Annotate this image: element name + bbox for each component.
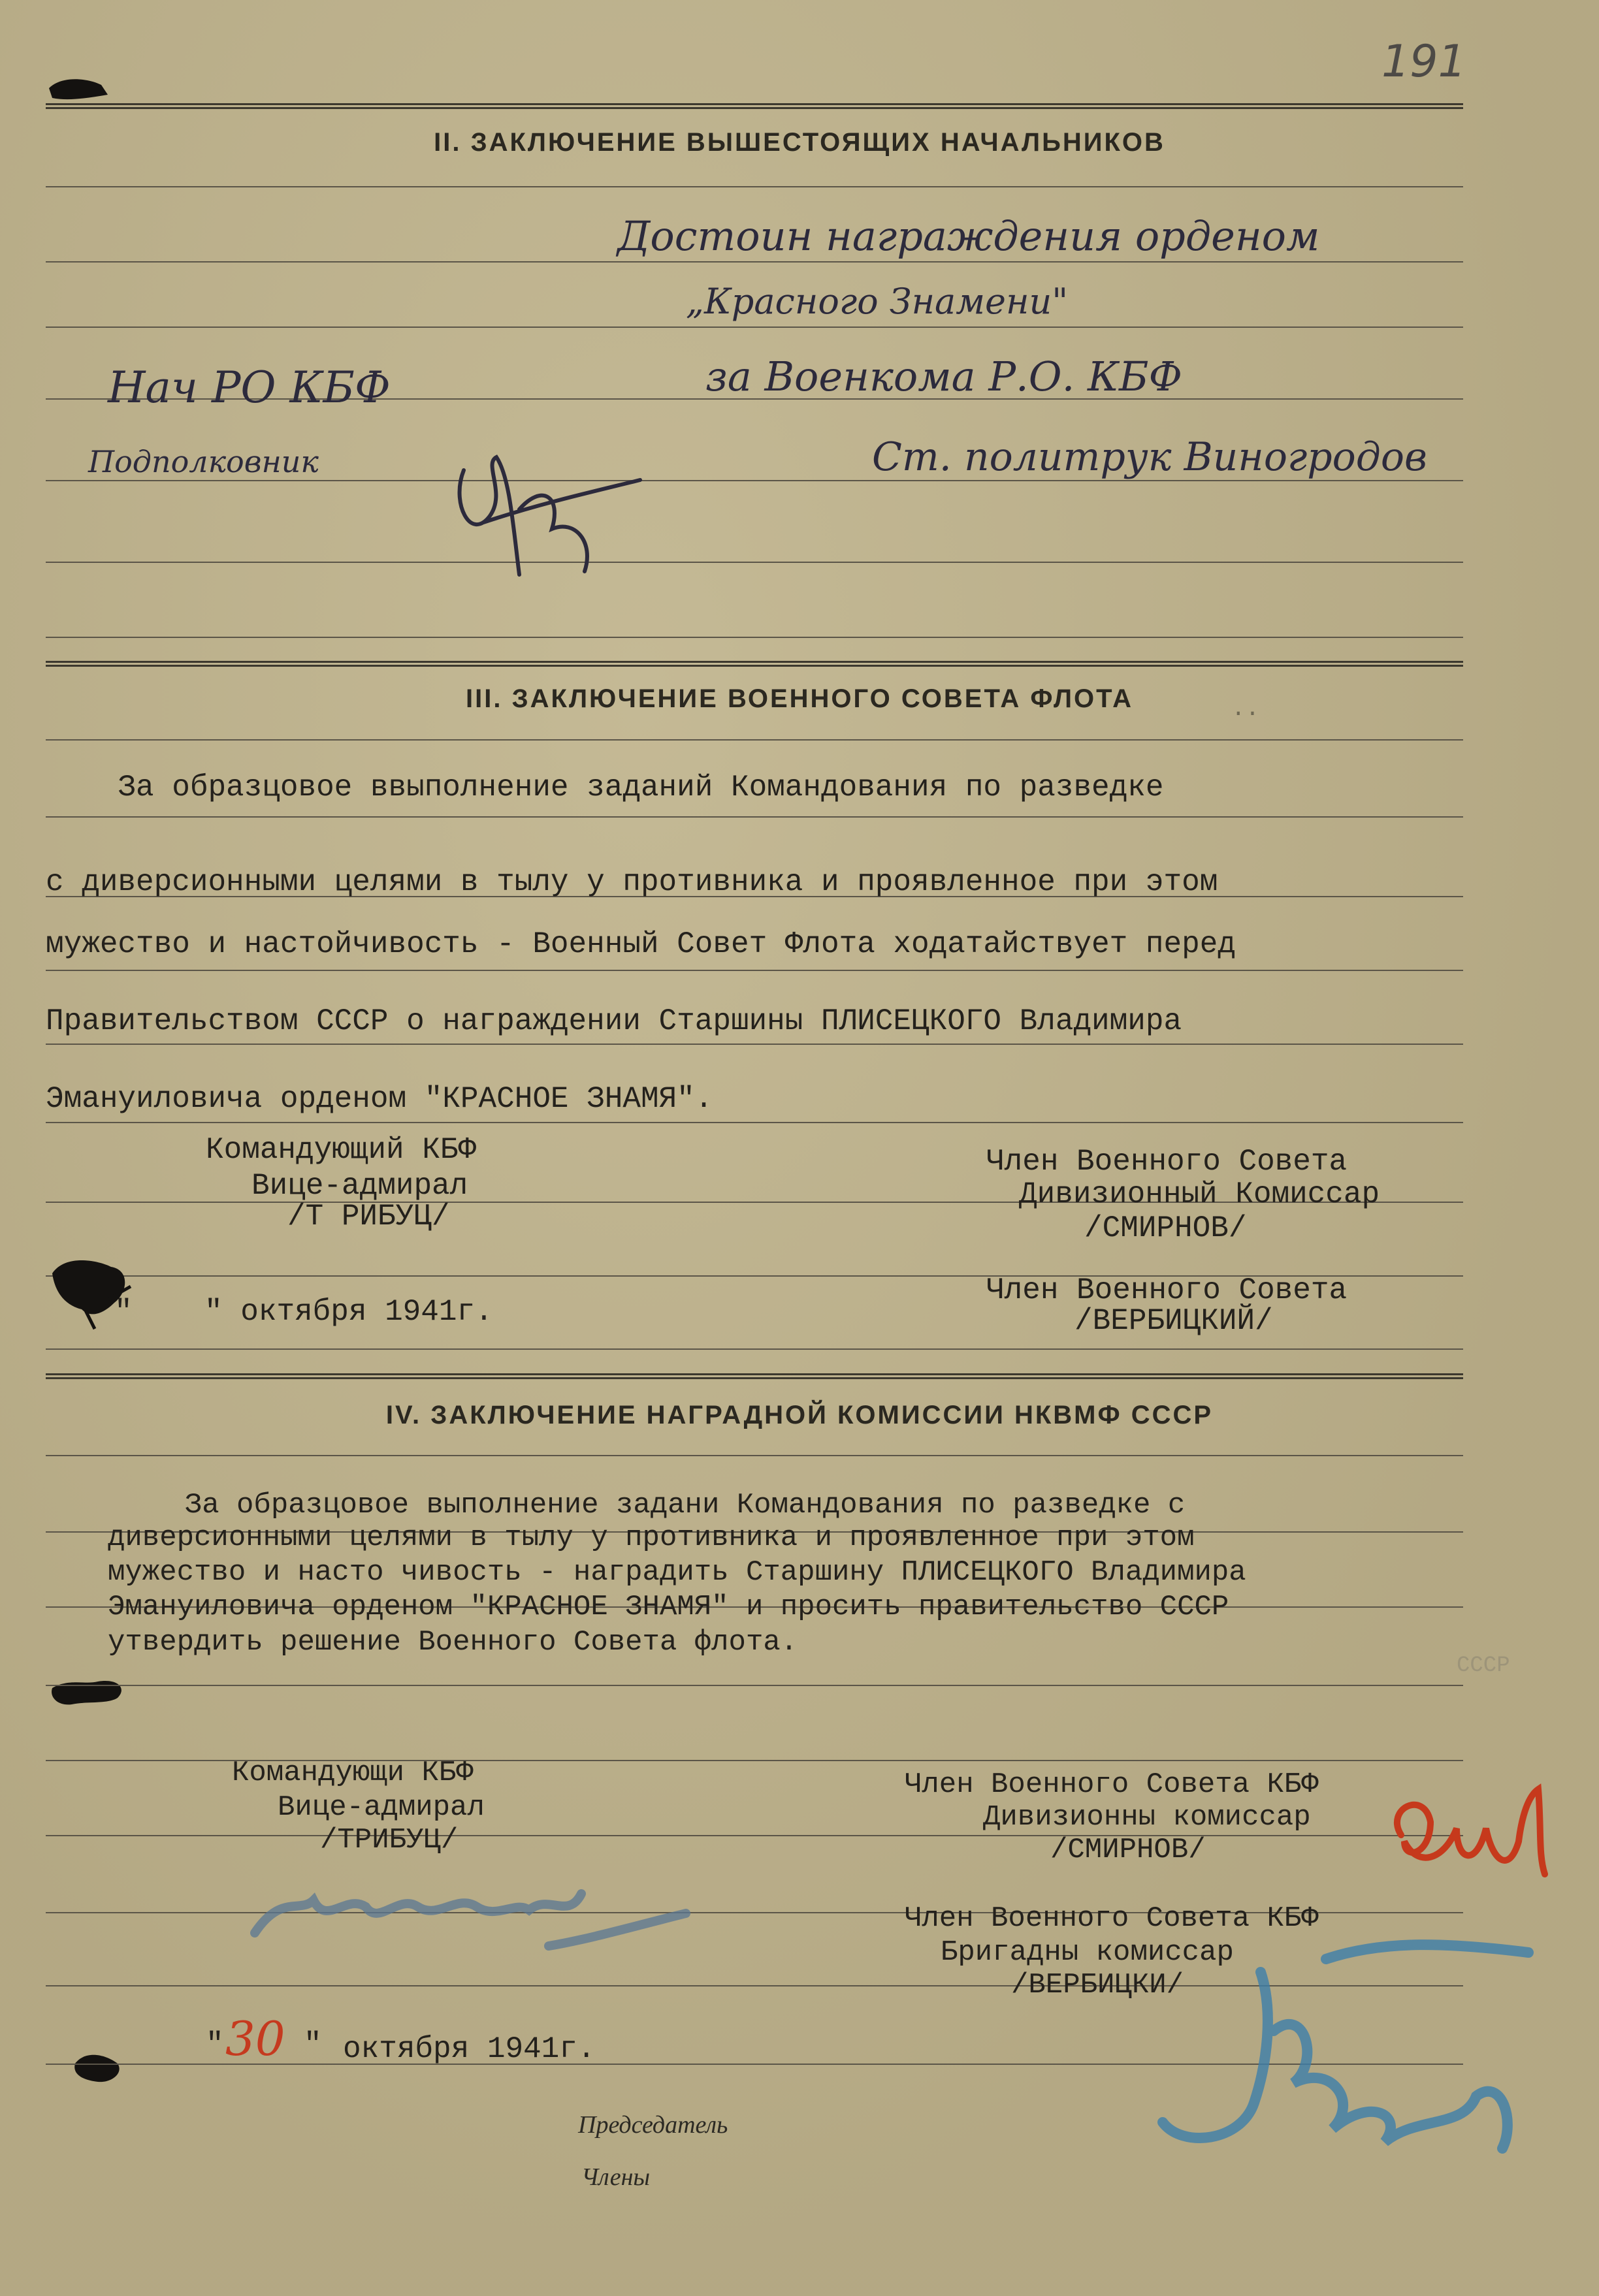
handwritten-recommendation-line3: за Военкома Р.О. КБФ <box>705 353 1183 400</box>
rule <box>46 327 1463 328</box>
section3-heading: III. ЗАКЛЮЧЕНИЕ ВОЕННОГО СОВЕТА ФЛОТА <box>466 684 1133 713</box>
ink-blot <box>65 2044 131 2096</box>
rule <box>46 480 1463 481</box>
section3-right-signatory1-name: /СМИРНОВ/ <box>1084 1211 1247 1245</box>
top-rule <box>46 103 1463 109</box>
section4-left-signatory-rank: Вице-адмирал <box>278 1791 485 1824</box>
section4-date-quote-close: " <box>304 2028 322 2062</box>
section3-left-signatory-rank: Вице-адмирал <box>251 1169 468 1203</box>
rule <box>46 1685 1463 1686</box>
handwritten-signatory-title-left: Нач РО КБФ <box>108 362 391 413</box>
faint-stamp-text: СССР <box>1457 1653 1510 1678</box>
section3-text-line: За образцовое ввыполнение заданий Командования по разведке <box>46 771 1164 805</box>
rule <box>46 261 1463 263</box>
section4-right-signatory2-rank: Бригадны комиссар <box>941 1936 1234 1969</box>
members-label: Члены <box>581 2163 651 2191</box>
rule <box>46 739 1463 741</box>
section4-text-line: Эмануиловича орденом "КРАСНОЕ ЗНАМЯ" и просить правительство СССР <box>108 1591 1229 1623</box>
section3-top-rule <box>46 661 1463 667</box>
rule <box>46 970 1463 971</box>
section4-right-signatory2-title: Член Военного Совета КБФ <box>905 1902 1319 1935</box>
faint-mark: .. <box>1231 695 1260 722</box>
rule <box>46 1348 1463 1350</box>
section3-right-signatory2-name: /ВЕРБИЦКИЙ/ <box>1074 1304 1273 1338</box>
section3-left-signatory-title: Командующий КБФ <box>206 1133 477 1167</box>
section3-text-line: Эмануиловича орденом "КРАСНОЕ ЗНАМЯ". <box>46 1082 713 1116</box>
section4-heading: IV. ЗАКЛЮЧЕНИЕ НАГРАДНОЙ КОМИССИИ НКВМФ СССР <box>385 1401 1214 1429</box>
ink-blot <box>46 1247 137 1332</box>
section3-right-signatory1-rank: Дивизионный Комиссар <box>1019 1177 1380 1211</box>
signature-section2 <box>444 431 653 601</box>
signature-verbitsky <box>1110 1933 1542 2168</box>
section4-text-line: За образцовое выполнение задани Командования по разведке с <box>150 1489 1186 1522</box>
section4-right-signatory1-name: /СМИРНОВ/ <box>1050 1834 1206 1866</box>
section4-date-quote-open: " <box>206 2028 224 2062</box>
signature-tributs <box>242 1855 699 1972</box>
handwritten-recommendation-line1: Достоин награждения орденом <box>617 212 1320 260</box>
section4-date-rest: октября 1941г. <box>343 2032 596 2066</box>
section4-left-signatory-name: /ТРИБУЦ/ <box>320 1824 459 1857</box>
rule <box>46 1455 1463 1456</box>
rule <box>46 186 1463 187</box>
section3-right-signatory2-title: Член Военного Совета <box>986 1273 1348 1307</box>
rule <box>46 1044 1463 1045</box>
section3-right-signatory1-title: Член Военного Совета <box>986 1145 1348 1179</box>
chairman-label: Председатель <box>578 2111 728 2139</box>
section4-right-signatory2-name: /ВЕРБИЦКИ/ <box>1011 1969 1184 2001</box>
section4-top-rule <box>46 1373 1463 1379</box>
section4-date-day: 30 <box>225 2011 285 2066</box>
rule <box>46 816 1463 818</box>
section3-left-signatory-name: /Т РИБУЦ/ <box>287 1200 450 1234</box>
page-number: 191 <box>1381 36 1466 88</box>
rule <box>46 562 1463 563</box>
section4-text-line: утвердить решение Военного Совета флота. <box>108 1626 798 1659</box>
ink-blot <box>42 69 114 121</box>
section3-text-line: Правительством СССР о награждении Старшины ПЛИСЕЦКОГО Владимира <box>46 1004 1182 1038</box>
ink-blot <box>46 1668 137 1727</box>
signature-smirnov <box>1378 1776 1568 1887</box>
handwritten-signatory-right: Ст. политрук Виногродов <box>872 434 1427 480</box>
section4-text-line: мужество и насто чивость - наградить Старшину ПЛИСЕЦКОГО Владимира <box>108 1556 1246 1589</box>
rule <box>46 637 1463 638</box>
section4-text-line: диверсионными целями в тылу у противника и проявленное при этом <box>108 1522 1195 1554</box>
section3-date: " " октября 1941г. <box>114 1295 493 1329</box>
rule <box>46 1835 1463 1836</box>
section4-right-signatory1-rank: Дивизионны комиссар <box>983 1801 1311 1834</box>
handwritten-recommendation-line2: „Красного Знамени" <box>686 281 1069 322</box>
section4-right-signatory1-title: Член Военного Совета КБФ <box>905 1768 1319 1801</box>
section2-heading: II. ЗАКЛЮЧЕНИЕ ВЫШЕСТОЯЩИХ НАЧАЛЬНИКОВ <box>434 128 1165 157</box>
handwritten-signatory-rank-left: Подполковник <box>88 444 319 479</box>
section4-left-signatory-title: Командующи КБФ <box>232 1757 474 1789</box>
section3-text-line: с диверсионными целями в тылу у противника и проявленное при этом <box>46 865 1218 899</box>
rule <box>46 1122 1463 1123</box>
section3-text-line: мужество и настойчивость - Военный Совет Флота ходатайствует перед <box>46 927 1236 961</box>
